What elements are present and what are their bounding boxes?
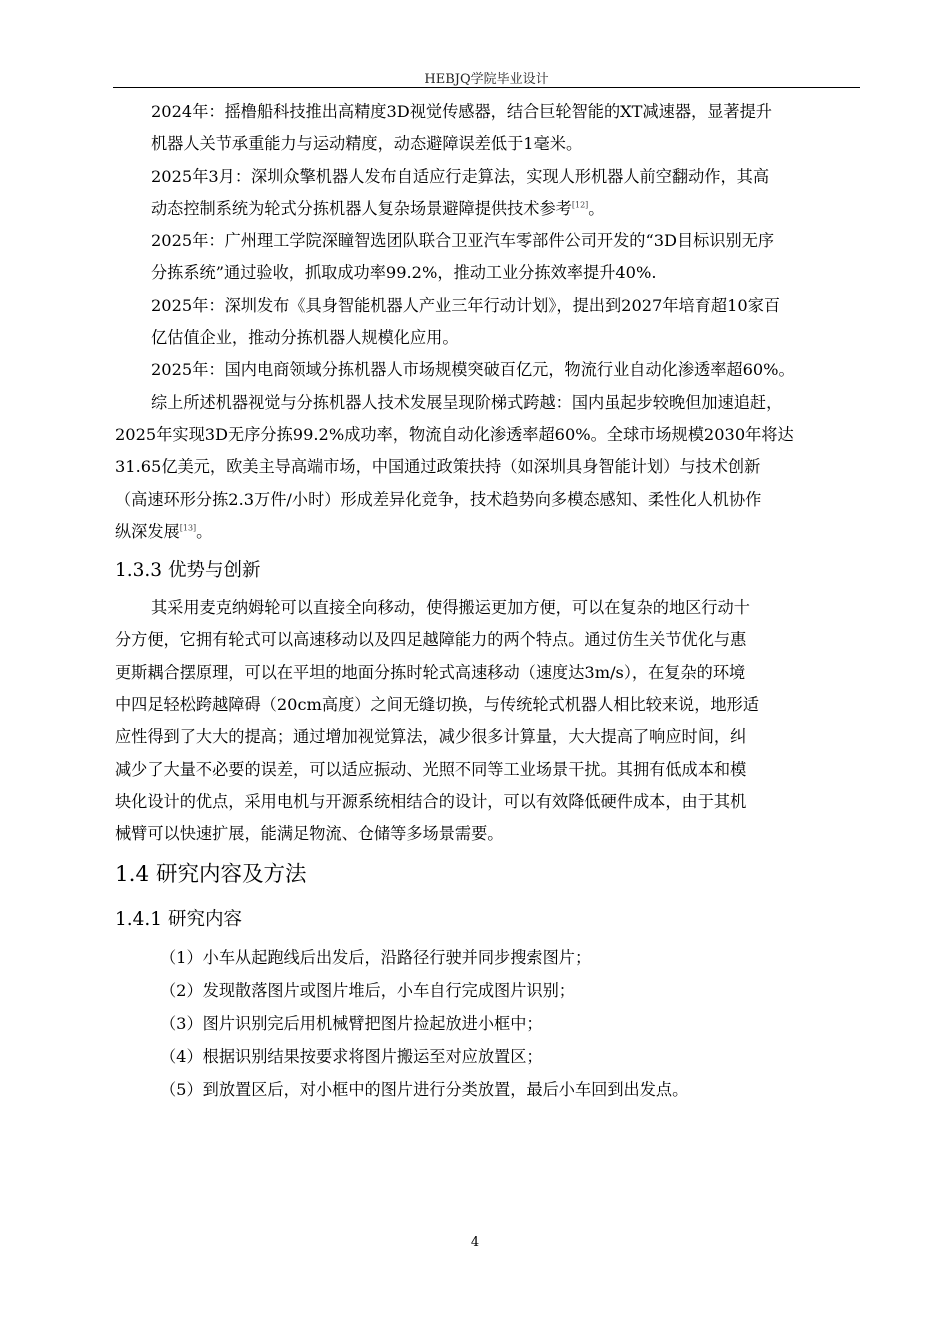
- list-item: （4）根据识别结果按要求将图片搬运至对应放置区；: [160, 1046, 543, 1066]
- citation-ref: [12]: [571, 200, 589, 210]
- paragraph-2024-sensor: [115, 96, 865, 161]
- text-line: 减少了大量不必要的误差，可以适应振动、光照不同等工业场景干扰。其拥有低成本和模: [115, 759, 747, 779]
- text-fragment: 动态控制系统为轮式分拣机器人复杂场景避障提供技术参考: [151, 198, 572, 218]
- list-item: （2）发现散落图片或图片堆后，小车自行完成图片识别；: [160, 980, 575, 1000]
- section-heading-1-4-1: 1.4.1 研究内容: [115, 908, 242, 930]
- page-number: 4: [470, 1235, 480, 1250]
- list-item: （5）到放置区后，对小框中的图片进行分类放置，最后小车回到出发点。: [160, 1079, 689, 1099]
- text-line: 2025年实现3D无序分拣99.2%成功率，物流自动化渗透率超60%。全球市场规模2030年将达: [115, 424, 794, 444]
- text-line: 2025年：深圳发布《具身智能机器人产业三年行动计划》，提出到2027年培育超10家百: [151, 295, 781, 315]
- text-line: 械臂可以快速扩展，能满足物流、仓储等多场景需要。: [115, 824, 504, 844]
- header-divider: [113, 87, 860, 88]
- paragraph-summary: [115, 387, 865, 548]
- text-fragment: 。: [196, 521, 213, 541]
- text-line: 2025年：国内电商领域分拣机器人市场规模突破百亿元，物流行业自动化渗透率超60%。: [151, 360, 795, 380]
- paragraph-2025-shenzhen-plan: [115, 290, 865, 355]
- text-line: 亿估值企业，推动分拣机器人规模化应用。: [151, 328, 459, 348]
- text-line: 更斯耦合摆原理，可以在平坦的地面分拣时轮式高速移动（速度达3m/s），在复杂的环境: [115, 662, 746, 682]
- paragraph-2025-ecommerce: [115, 354, 865, 386]
- list-item: （1）小车从起跑线后出发后，沿路径行驶并同步搜索图片；: [160, 947, 592, 967]
- page-header: HEBJQ学院毕业设计: [424, 72, 549, 87]
- text-fragment: 纵深发展: [115, 521, 180, 541]
- text-line: 分方便，它拥有轮式可以高速移动以及四足越障能力的两个特点。通过仿生关节优化与惠: [115, 630, 747, 650]
- text-line: 分拣系统”通过验收，抓取成功率99.2%，推动工业分拣效率提升40%.: [151, 263, 657, 283]
- text-line: 2024年：摇橹船科技推出高精度3D视觉传感器，结合巨轮智能的XT减速器，显著提升: [151, 102, 772, 121]
- text-line: 应性得到了大大的提高；通过增加视觉算法，减少很多计算量，大大提高了响应时间，纠: [115, 727, 747, 747]
- text-line: [115, 193, 865, 225]
- section-heading-1-4: 1.4 研究内容及方法: [115, 861, 307, 887]
- text-line: 中四足轻松跨越障碍（20cm高度）之间无缝切换，与传统轮式机器人相比较来说，地形适: [115, 695, 759, 715]
- text-line: 块化设计的优点，采用电机与开源系统相结合的设计，可以有效降低硬件成本，由于其机: [115, 791, 747, 811]
- paragraph-2025-march: [115, 161, 865, 226]
- text-line: 机器人关节承重能力与运动精度，动态避障误差低于1毫米。: [151, 134, 583, 154]
- text-line: 综上所述机器视觉与分拣机器人技术发展呈现阶梯式跨越：国内虽起步较晚但加速追赶，: [151, 392, 783, 412]
- citation-ref: [13]: [179, 523, 197, 533]
- list-item: （3）图片识别完后用机械臂把图片捡起放进小框中；: [160, 1013, 543, 1033]
- text-line: [115, 516, 865, 548]
- paragraph-2025-guangzhou: [115, 225, 865, 290]
- section-heading-1-3-3: 1.3.3 优势与创新: [115, 560, 261, 582]
- paragraph-advantages: [115, 592, 865, 850]
- text-line: 2025年：广州理工学院深瞳智选团队联合卫亚汽车零部件公司开发的“3D目标识别无序: [151, 231, 775, 251]
- text-line: 其采用麦克纳姆轮可以直接全向移动，使得搬运更加方便，可以在复杂的地区行动十: [151, 598, 750, 618]
- text-line: 2025年3月：深圳众擎机器人发布自适应行走算法，实现人形机器人前空翻动作，其高: [151, 166, 770, 186]
- text-line: 31.65亿美元，欧美主导高端市场，中国通过政策扶持（如深圳具身智能计划）与技术创新: [115, 457, 761, 477]
- text-line: （高速环形分拣2.3万件/小时）形成差异化竞争，技术趋势向多模态感知、柔性化人机协作: [115, 489, 762, 509]
- page-body: [115, 96, 865, 1106]
- text-fragment: 。: [588, 198, 605, 218]
